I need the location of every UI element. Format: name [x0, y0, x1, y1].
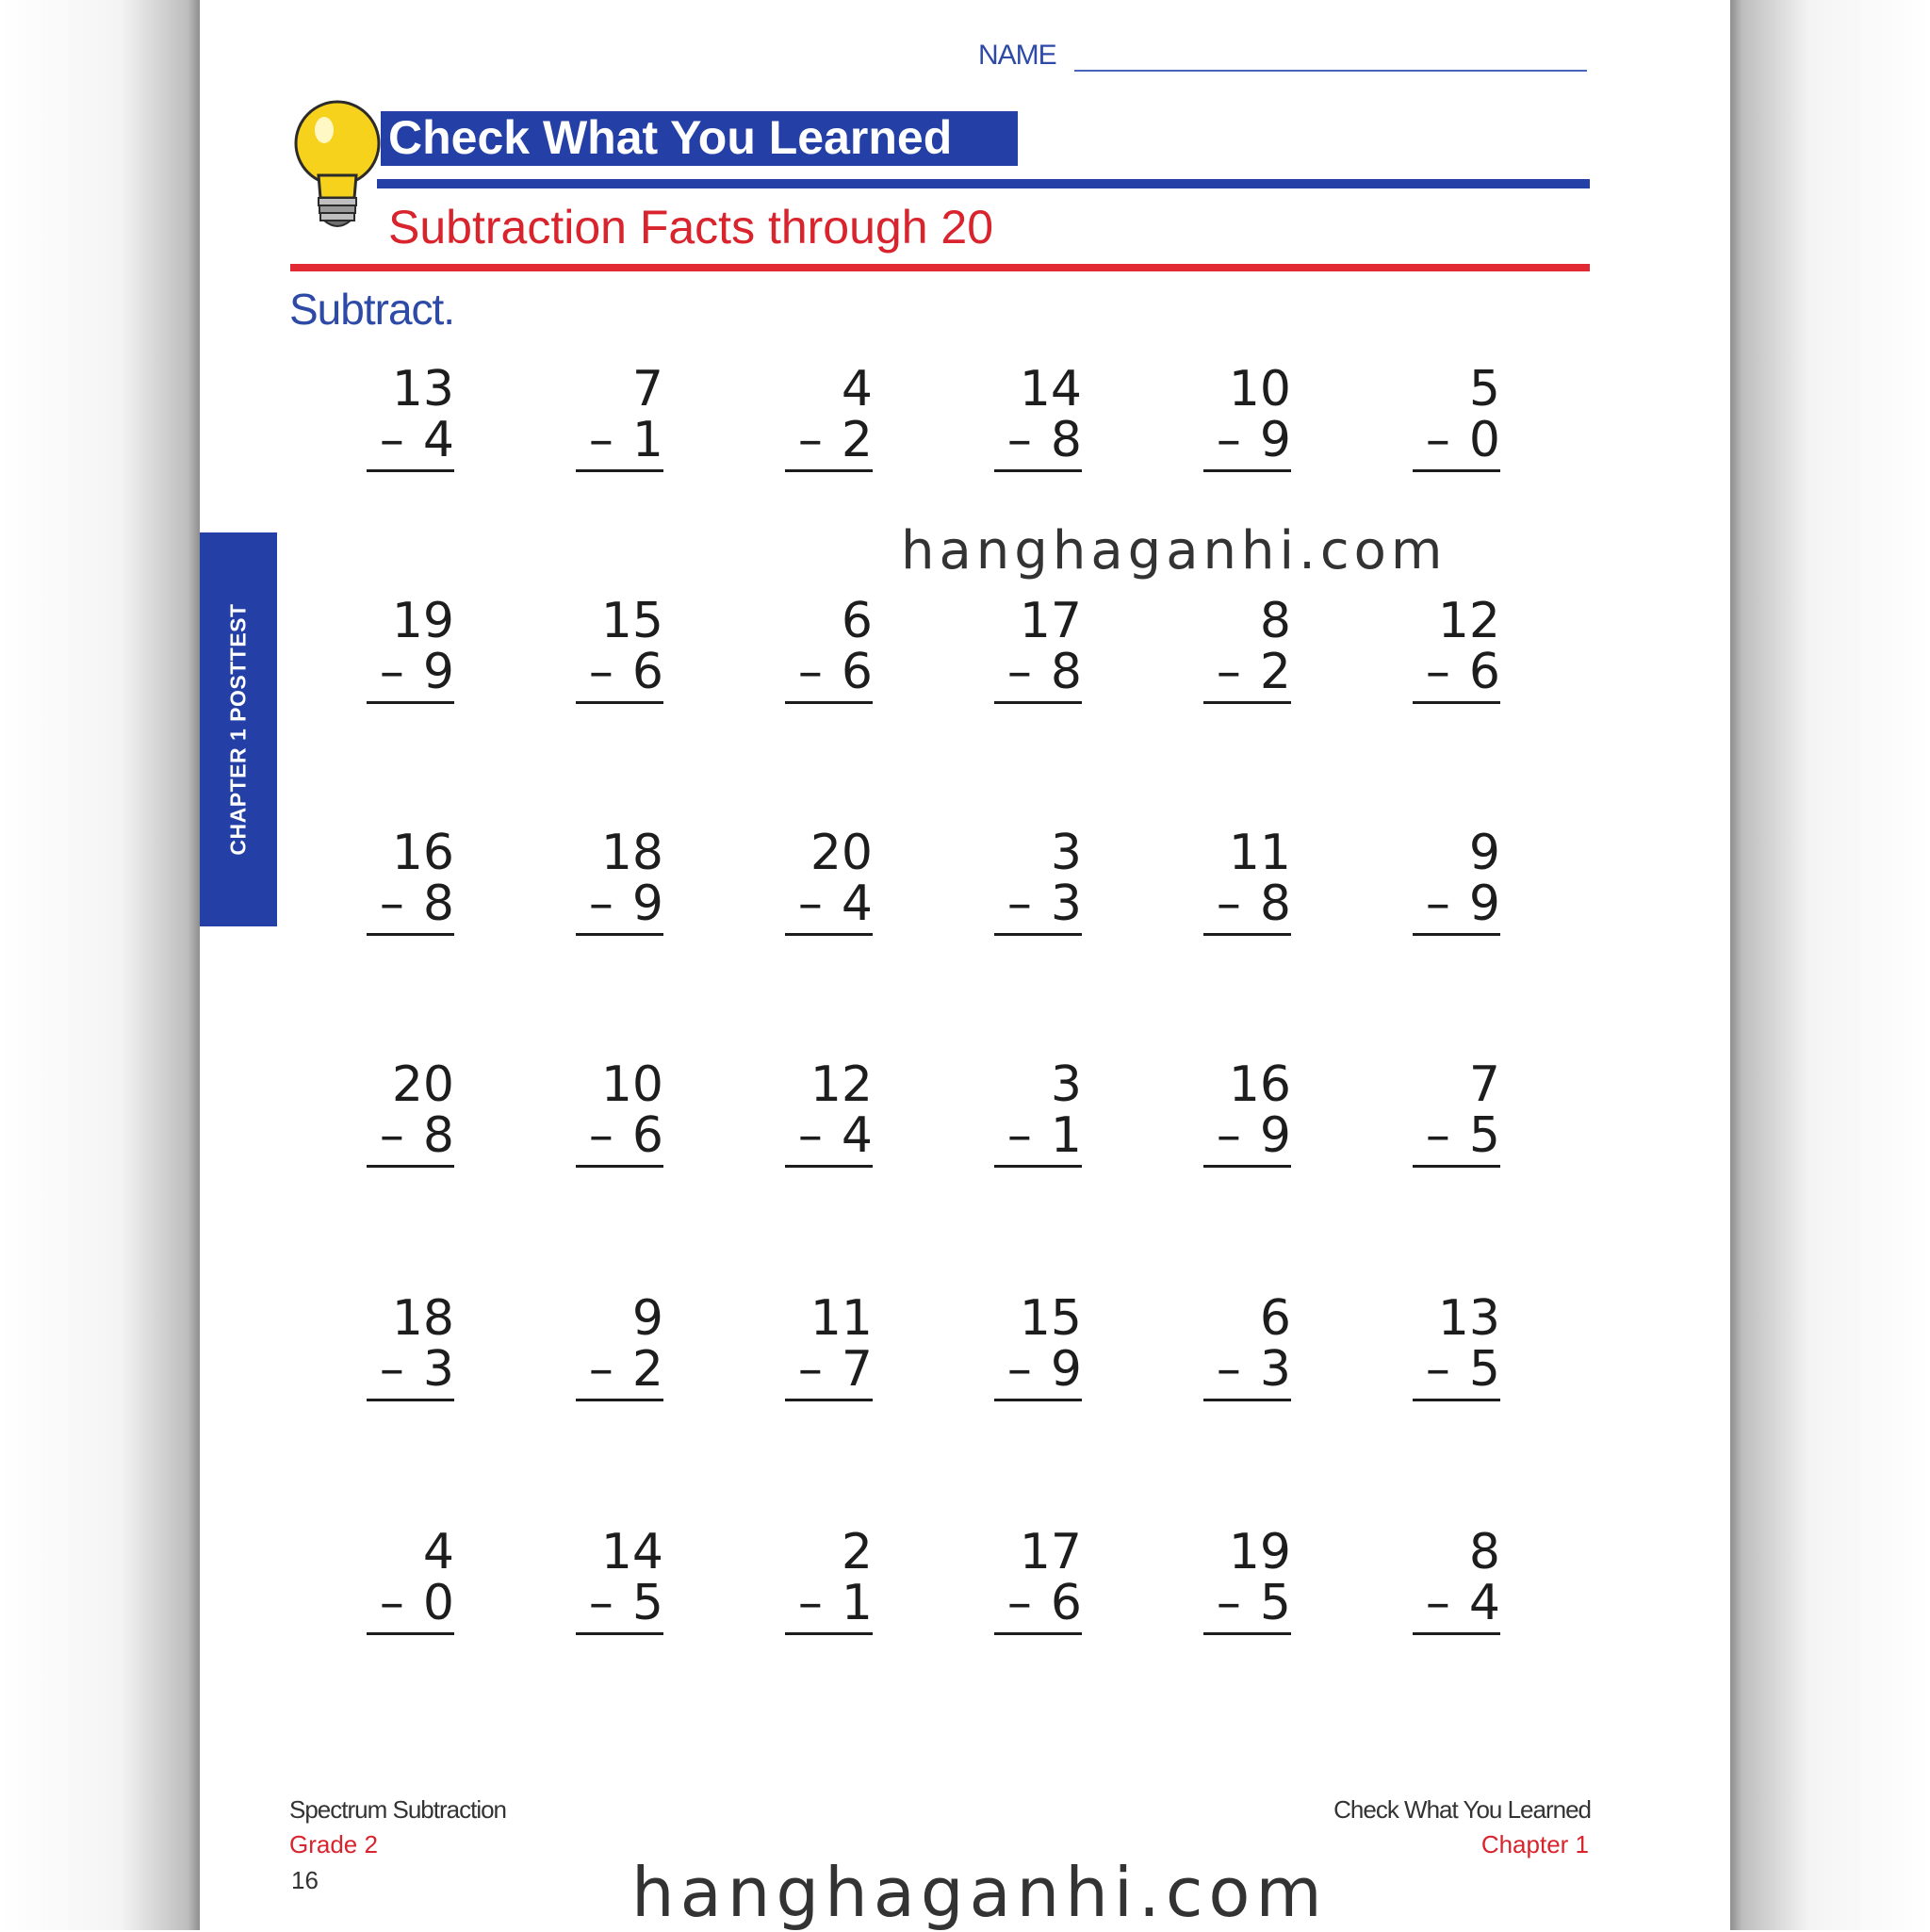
minuend: 10: [1228, 361, 1291, 418]
subtrahend: 5: [631, 1575, 663, 1631]
minus-sign: –: [797, 1107, 823, 1164]
subtrahend: 8: [422, 876, 454, 932]
minus-sign: –: [379, 1107, 404, 1164]
subtrahend: 6: [631, 644, 663, 700]
minus-sign: –: [588, 1107, 613, 1164]
subtraction-problem: [1359, 1524, 1500, 1635]
minus-sign: –: [1425, 412, 1450, 468]
subtraction-problem: [1359, 827, 1500, 936]
subtrahend-line: [785, 644, 873, 704]
minus-sign: –: [379, 412, 404, 468]
subtrahend-line: [576, 644, 663, 704]
subtrahend-line: [1413, 1107, 1500, 1168]
minuend: 17: [1019, 593, 1082, 649]
subtrahend: 3: [422, 1341, 454, 1398]
subtraction-problem: [940, 593, 1082, 704]
page-subtitle: Subtraction Facts through 20: [388, 201, 994, 254]
subtrahend: 8: [422, 1107, 454, 1164]
subtrahend-line: [785, 878, 873, 936]
subtrahend: 4: [1468, 1575, 1500, 1631]
subtraction-problem: [313, 1056, 454, 1168]
subtrahend-line: [367, 1107, 454, 1168]
subtraction-problem: [1150, 593, 1291, 704]
minuend: 13: [1437, 1290, 1500, 1347]
minus-sign: –: [379, 1575, 404, 1631]
minuend: 7: [1468, 1056, 1500, 1113]
minuend: 4: [841, 361, 873, 418]
minus-sign: –: [1216, 1107, 1241, 1164]
subtrahend-line: [367, 1575, 454, 1635]
minus-sign: –: [1006, 1341, 1032, 1398]
minus-sign: –: [797, 876, 823, 932]
minuend: 11: [810, 1290, 873, 1347]
minuend: 2: [841, 1524, 873, 1580]
minuend: 5: [1468, 361, 1500, 418]
minuend: 14: [1019, 361, 1082, 418]
subtrahend: 3: [1259, 1341, 1291, 1398]
subtrahend: 1: [1050, 1107, 1082, 1164]
page-title: Check What You Learned: [388, 111, 953, 164]
subtrahend: 1: [631, 412, 663, 468]
subtrahend: 9: [1468, 876, 1500, 932]
minuend: 9: [1468, 825, 1500, 881]
minus-sign: –: [588, 1341, 613, 1398]
subtrahend: 6: [631, 1107, 663, 1164]
minuend: 20: [810, 825, 873, 881]
subtraction-problem: [1359, 1056, 1500, 1168]
minus-sign: –: [588, 1575, 613, 1631]
minuend: 10: [600, 1056, 663, 1113]
footer-section: Check What You Learned: [1333, 1795, 1591, 1824]
subtrahend: 9: [422, 644, 454, 700]
subtrahend: 9: [1050, 1341, 1082, 1398]
subtrahend: 8: [1050, 412, 1082, 468]
subtrahend-line: [1203, 644, 1291, 704]
subtrahend: 8: [1050, 644, 1082, 700]
subtraction-problem: [1359, 361, 1500, 472]
subtrahend: 9: [1259, 412, 1291, 468]
minuend: 13: [391, 361, 454, 418]
subtraction-problem: [313, 361, 454, 472]
minus-sign: –: [797, 644, 823, 700]
minus-sign: –: [1425, 1107, 1450, 1164]
subtrahend-line: [994, 412, 1082, 472]
subtrahend-line: [1413, 1575, 1500, 1635]
subtraction-problem: [522, 361, 663, 472]
subtrahend-line: [994, 1575, 1082, 1635]
subtraction-problem: [1150, 827, 1291, 936]
subtrahend: 4: [841, 876, 873, 932]
subtrahend-line: [1203, 1107, 1291, 1168]
subtrahend-line: [367, 878, 454, 936]
subtrahend-line: [367, 644, 454, 704]
subtraction-problem: [313, 1290, 454, 1401]
subtraction-problem: [522, 1056, 663, 1168]
subtraction-problem: [731, 1524, 873, 1635]
minuend: 12: [810, 1056, 873, 1113]
subtraction-problem: [731, 1056, 873, 1168]
minus-sign: –: [1006, 644, 1032, 700]
minus-sign: –: [588, 644, 613, 700]
footer-book-title: Spectrum Subtraction: [289, 1795, 507, 1824]
subtrahend: 3: [1050, 876, 1082, 932]
subtrahend: 4: [422, 412, 454, 468]
subtraction-problem: [522, 1524, 663, 1635]
subtraction-problem: [1150, 1290, 1291, 1401]
minuend: 12: [1437, 593, 1500, 649]
minus-sign: –: [1425, 876, 1450, 932]
subtraction-problem: [731, 361, 873, 472]
minus-sign: –: [1006, 1107, 1032, 1164]
minus-sign: –: [1216, 876, 1241, 932]
subtrahend-line: [785, 412, 873, 472]
subtrahend-line: [1203, 1575, 1291, 1635]
subtraction-problem: [1150, 361, 1291, 472]
subtrahend: 9: [631, 876, 663, 932]
subtraction-problem: [1150, 1056, 1291, 1168]
subtrahend-line: [576, 878, 663, 936]
minus-sign: –: [1216, 1575, 1241, 1631]
subtrahend-line: [1413, 1341, 1500, 1401]
subtrahend: 2: [841, 412, 873, 468]
minuend: 20: [391, 1056, 454, 1113]
subtraction-problem: [522, 593, 663, 704]
minuend: 8: [1259, 593, 1291, 649]
minuend: 3: [1050, 825, 1082, 881]
subtrahend: 5: [1468, 1107, 1500, 1164]
subtrahend-line: [1413, 878, 1500, 936]
subtrahend-line: [1203, 412, 1291, 472]
instruction-text: Subtract.: [289, 285, 455, 334]
minuend: 16: [1228, 1056, 1291, 1113]
subtrahend: 6: [841, 644, 873, 700]
minus-sign: –: [1216, 412, 1241, 468]
minus-sign: –: [797, 1575, 823, 1631]
page-shadow-right: [1730, 0, 1930, 1930]
minus-sign: –: [588, 412, 613, 468]
subtrahend: 2: [1259, 644, 1291, 700]
subtraction-problem: [522, 1290, 663, 1401]
subtraction-problem: [522, 827, 663, 936]
minus-sign: –: [1216, 1341, 1241, 1398]
subtraction-problem: [313, 593, 454, 704]
minus-sign: –: [1216, 644, 1241, 700]
subtrahend: 4: [841, 1107, 873, 1164]
minus-sign: –: [1006, 876, 1032, 932]
subtraction-problem: [1359, 593, 1500, 704]
watermark-lower: hanghaganhi.com: [631, 1853, 1328, 1932]
subtrahend: 8: [1259, 876, 1291, 932]
minuend: 9: [631, 1290, 663, 1347]
subtraction-problem: [731, 593, 873, 704]
minuend: 4: [422, 1524, 454, 1580]
subtrahend-line: [994, 1107, 1082, 1168]
subtraction-problem: [731, 1290, 873, 1401]
subtraction-problem: [313, 1524, 454, 1635]
minuend: 6: [1259, 1290, 1291, 1347]
name-label: NAME: [978, 40, 1056, 71]
minus-sign: –: [588, 876, 613, 932]
subtrahend-line: [367, 412, 454, 472]
minuend: 18: [600, 825, 663, 881]
minus-sign: –: [379, 644, 404, 700]
minuend: 17: [1019, 1524, 1082, 1580]
footer-grade: Grade 2: [289, 1830, 378, 1858]
subtraction-problem: [940, 827, 1082, 936]
subtrahend: 5: [1259, 1575, 1291, 1631]
subtrahend: 0: [422, 1575, 454, 1631]
subtraction-problem: [940, 361, 1082, 472]
subtrahend-line: [785, 1341, 873, 1401]
subtrahend-line: [994, 1341, 1082, 1401]
minus-sign: –: [379, 1341, 404, 1398]
minuend: 16: [391, 825, 454, 881]
minuend: 18: [391, 1290, 454, 1347]
minus-sign: –: [797, 412, 823, 468]
minus-sign: –: [1425, 1575, 1450, 1631]
chapter-tab-label: CHAPTER 1 POSTTEST: [225, 603, 251, 856]
page-shadow-left: [0, 0, 200, 1930]
minuend: 15: [600, 593, 663, 649]
minuend: 6: [841, 593, 873, 649]
minus-sign: –: [1425, 644, 1450, 700]
subtrahend: 2: [631, 1341, 663, 1398]
footer-chapter: Chapter 1: [1480, 1830, 1589, 1858]
subtrahend-line: [576, 1107, 663, 1168]
subtraction-problem: [1359, 1290, 1500, 1401]
watermark-upper: hanghaganhi.com: [901, 520, 1448, 581]
minus-sign: –: [1006, 1575, 1032, 1631]
subtrahend-line: [1413, 644, 1500, 704]
subtrahend: 1: [841, 1575, 873, 1631]
subtrahend-line: [994, 644, 1082, 704]
subtrahend: 9: [1259, 1107, 1291, 1164]
minuend: 19: [391, 593, 454, 649]
subtrahend-line: [1413, 412, 1500, 472]
subtrahend: 7: [841, 1341, 873, 1398]
minuend: 19: [1228, 1524, 1291, 1580]
minuend: 8: [1468, 1524, 1500, 1580]
minuend: 3: [1050, 1056, 1082, 1113]
subtrahend: 5: [1468, 1341, 1500, 1398]
subtrahend: 6: [1468, 644, 1500, 700]
subtrahend-line: [576, 1341, 663, 1401]
subtrahend-line: [576, 1575, 663, 1635]
minuend: 11: [1228, 825, 1291, 881]
subtraction-problem: [940, 1290, 1082, 1401]
minuend: 15: [1019, 1290, 1082, 1347]
minuend: 14: [600, 1524, 663, 1580]
footer-page-number: 16: [291, 1866, 319, 1894]
subtraction-problem: [313, 827, 454, 936]
subtrahend-line: [785, 1575, 873, 1635]
minus-sign: –: [379, 876, 404, 932]
subtrahend-line: [785, 1107, 873, 1168]
subtrahend-line: [994, 878, 1082, 936]
subtrahend: 6: [1050, 1575, 1082, 1631]
worksheet-page: [200, 0, 1730, 1930]
problem-grid: [200, 0, 1730, 1930]
subtraction-problem: [1150, 1524, 1291, 1635]
subtraction-problem: [940, 1056, 1082, 1168]
subtrahend: 0: [1468, 412, 1500, 468]
minus-sign: –: [797, 1341, 823, 1398]
subtraction-problem: [731, 827, 873, 936]
minuend: 7: [631, 361, 663, 418]
subtrahend-line: [1203, 878, 1291, 936]
subtraction-problem: [940, 1524, 1082, 1635]
minus-sign: –: [1425, 1341, 1450, 1398]
minus-sign: –: [1006, 412, 1032, 468]
subtrahend-line: [1203, 1341, 1291, 1401]
subtrahend-line: [367, 1341, 454, 1401]
subtrahend-line: [576, 412, 663, 472]
